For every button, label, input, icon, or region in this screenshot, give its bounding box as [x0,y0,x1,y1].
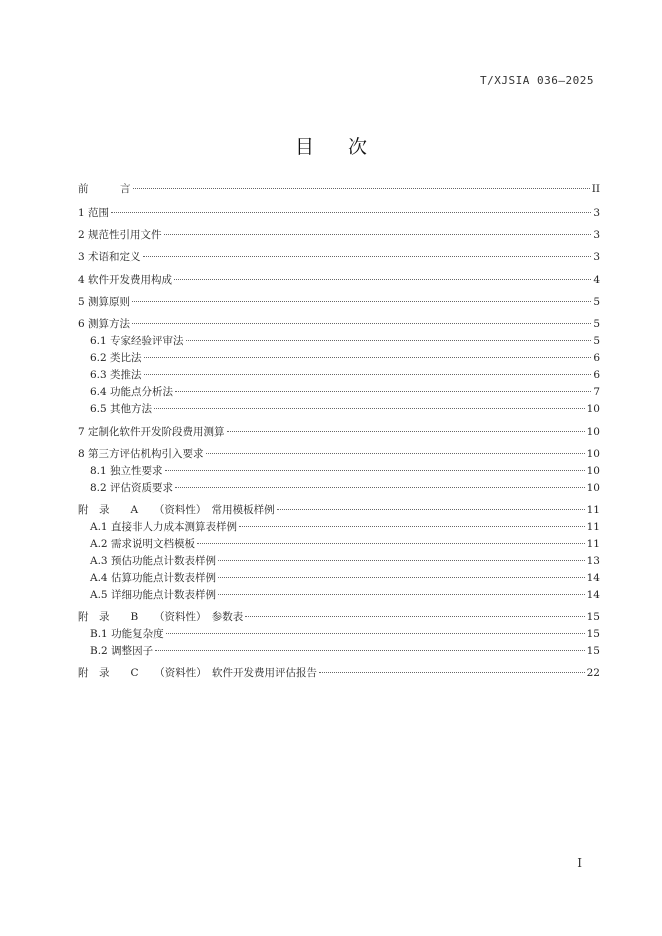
toc-entry-label: 6 测算方法 [78,318,131,330]
toc-entry-page: 3 [593,207,600,219]
toc-entry[interactable] [78,296,600,308]
toc-leader-dots [206,453,585,454]
toc-entry-page: 5 [593,318,600,330]
toc-leader-dots [175,487,585,488]
toc-entry[interactable] [78,229,600,241]
toc-entry-page: 15 [586,628,600,640]
toc-entry-page: 5 [593,296,600,308]
toc-entry-label: 6.3 类推法 [90,369,142,381]
page-title-part2: 次 [348,136,368,158]
toc-leader-dots [154,408,585,409]
toc-leader-dots [218,577,585,578]
toc-entry-label: 8.1 独立性要求 [90,465,163,477]
toc-entry-page: 13 [586,555,600,567]
toc-entry-label: B.2 调整因子 [90,645,154,657]
toc-leader-dots [174,279,591,280]
toc-entry-page: 15 [586,611,600,623]
toc-entry[interactable] [78,426,600,438]
toc-entry[interactable] [78,183,600,195]
toc-entry[interactable] [78,318,600,330]
toc-entry[interactable] [78,251,600,263]
toc-entry-label: A.1 直接非人力成本测算表样例 [90,521,237,533]
toc-entry-label: 6.2 类比法 [90,352,142,364]
toc-entry-page: 14 [586,572,600,584]
toc-entry-label: 6.5 其他方法 [90,403,153,415]
toc-entry-label: 4 软件开发费用构成 [78,274,173,286]
toc-leader-dots [227,431,585,432]
toc-entry-label: B.1 功能复杂度 [90,628,164,640]
toc-entry[interactable] [78,504,600,516]
toc-entry[interactable] [78,369,600,381]
toc-entry-label: A.2 需求说明文档模板 [90,538,195,550]
toc-entry[interactable] [78,555,600,567]
toc-leader-dots [144,357,592,358]
toc-entry-page: 4 [593,274,600,286]
toc-entry-page: 10 [586,403,600,415]
toc-entry-label: 8 第三方评估机构引入要求 [78,448,204,460]
toc-entry[interactable] [78,645,600,657]
toc-entry-page: 11 [586,538,600,550]
toc-leader-dots [245,616,584,617]
toc-entry[interactable] [78,386,600,398]
toc-entry[interactable] [78,628,600,640]
toc-entry-label: 前 言 [78,183,131,195]
toc-entry-label: A.4 估算功能点计数表样例 [90,572,216,584]
toc-entry-page: 11 [586,504,600,516]
toc-entry-label: A.5 详细功能点计数表样例 [90,589,216,601]
toc-entry[interactable] [78,667,600,679]
toc-leader-dots [155,650,585,651]
toc-leader-dots [144,374,592,375]
toc-entry-page: 3 [593,251,600,263]
toc-entry-label: A.3 预估功能点计数表样例 [90,555,216,567]
toc-entry[interactable] [78,335,600,347]
toc-entry[interactable] [78,611,600,623]
toc-entry-page: 14 [586,589,600,601]
toc-leader-dots [197,543,585,544]
toc-leader-dots [166,633,585,634]
toc-entry-page: 6 [593,369,600,381]
toc-entry-page: 6 [593,352,600,364]
toc-entry-label: 附 录 A （资料性） 常用模板样例 [78,504,275,516]
toc-entry-label: 1 范围 [78,207,110,219]
toc-entry[interactable] [78,448,600,460]
toc-leader-dots [186,340,592,341]
toc-entry-label: 附 录 C （资料性） 软件开发费用评估报告 [78,667,318,679]
toc-entry-label: 7 定制化软件开发阶段费用测算 [78,426,225,438]
toc-entry[interactable] [78,465,600,477]
toc-entry-label: 6.4 功能点分析法 [90,386,174,398]
toc-entry-label: 6.1 专家经验评审法 [90,335,184,347]
toc-entry[interactable] [78,274,600,286]
toc-leader-dots [218,560,585,561]
toc-entry-page: II [591,183,600,195]
toc-entry-page: 11 [586,521,600,533]
toc-entry-label: 8.2 评估资质要求 [90,482,174,494]
toc-entry[interactable] [78,589,600,601]
toc-entry-page: 5 [593,335,600,347]
page-number: I [577,856,582,870]
toc-entry[interactable] [78,521,600,533]
toc-leader-dots [165,470,585,471]
toc-entry-page: 3 [593,229,600,241]
page-title-part1: 目 [294,136,314,158]
toc-leader-dots [319,672,585,673]
toc-entry-page: 10 [586,465,600,477]
toc-entry[interactable] [78,352,600,364]
toc-entry[interactable] [78,538,600,550]
toc-entry-page: 10 [586,426,600,438]
document-number: T/XJSIA 036—2025 [480,74,594,87]
toc-entry-page: 15 [586,645,600,657]
toc-leader-dots [164,234,592,235]
toc-entry[interactable] [78,403,600,415]
toc-leader-dots [133,188,590,189]
toc-entry-page: 7 [593,386,600,398]
toc-entry-page: 10 [586,482,600,494]
page-title [0,132,662,159]
toc-leader-dots [143,256,592,257]
toc-entry-page: 10 [586,448,600,460]
toc-entry-label: 2 规范性引用文件 [78,229,162,241]
toc-entry-label: 5 测算原则 [78,296,131,308]
toc-entry-label: 附 录 B （资料性） 参数表 [78,611,244,623]
toc-entry-page: 22 [586,667,600,679]
toc-entry[interactable] [78,207,600,219]
toc-leader-dots [132,301,591,302]
toc-leader-dots [175,391,591,392]
toc-entry[interactable] [78,482,600,494]
toc-entry[interactable] [78,572,600,584]
toc-entry-label: 3 术语和定义 [78,251,141,263]
toc-leader-dots [277,509,585,510]
toc-leader-dots [111,212,591,213]
toc-leader-dots [132,323,591,324]
toc-leader-dots [239,526,585,527]
toc-leader-dots [218,594,585,595]
